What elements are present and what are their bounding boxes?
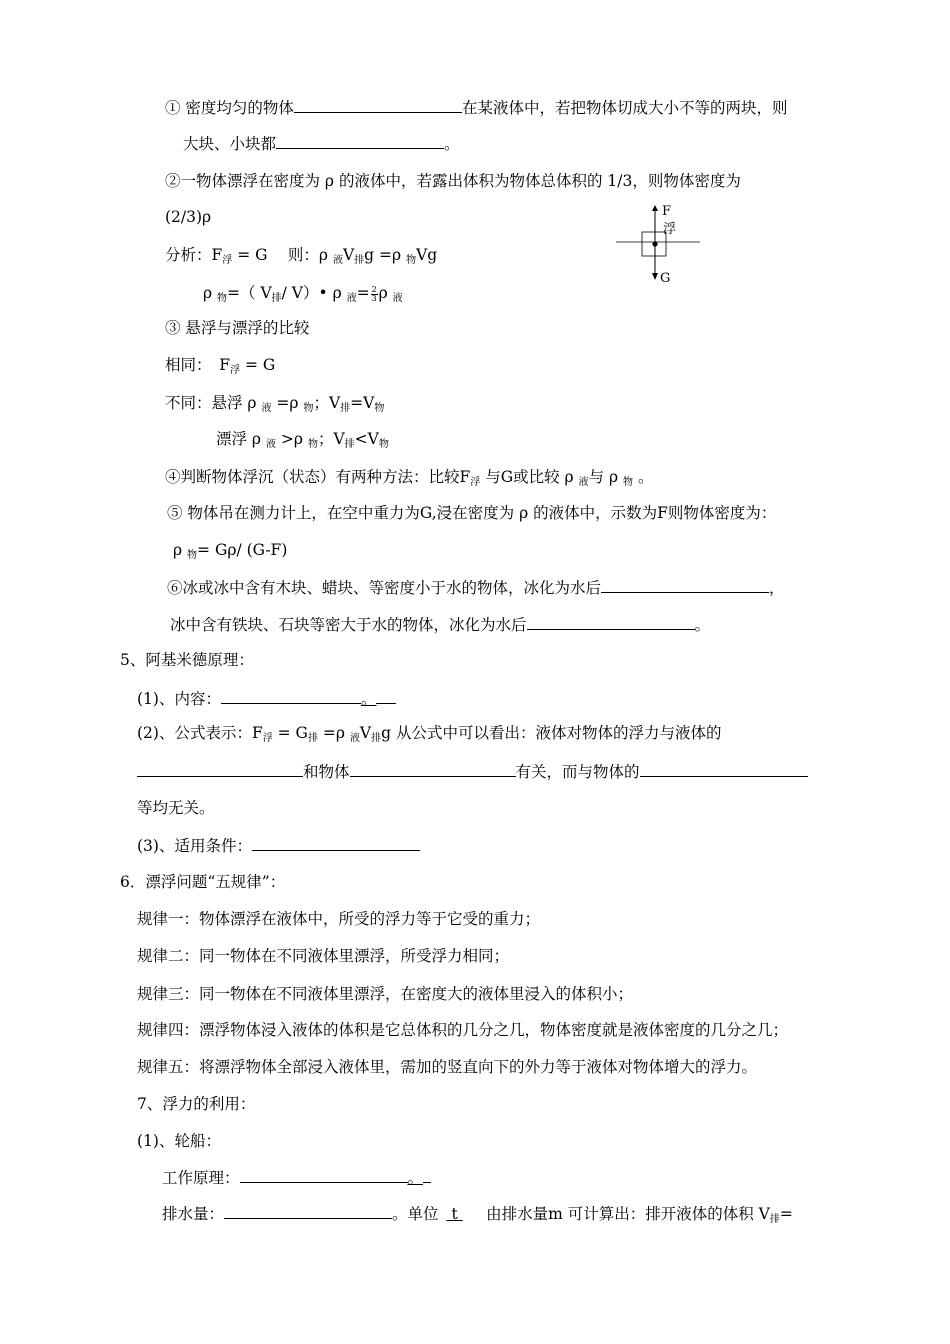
subscript: 排 — [769, 1214, 780, 1225]
subscript: 液 — [261, 403, 272, 414]
subscript: 排 — [307, 733, 318, 744]
text: (3)、适用条件： — [137, 837, 252, 855]
text: 排水量： — [162, 1205, 225, 1223]
answer-blank[interactable] — [350, 761, 516, 777]
text: = Gρ/ (G-F) — [197, 541, 288, 559]
rule-3: 规律三：同一物体在不同液体里漂浮，在密度大的液体里浸入的体积小； — [137, 985, 634, 1003]
text: ρ — [203, 284, 218, 302]
rule-4: 规律四：漂浮物体浸入液体的体积是它总体积的几分之几，物体密度就是液体密度的几分之几； — [137, 1021, 789, 1039]
answer-blank[interactable] — [224, 1203, 392, 1219]
item1-text-cont: 在某液体中，若把物体切成大小不等的两块，则 — [461, 99, 788, 117]
text: ρ — [173, 541, 188, 559]
subscript: 物 — [406, 255, 417, 266]
text: 冰中含有铁块、石块等密大于水的物体，冰化为水后 — [170, 616, 527, 634]
text: =（ V — [227, 284, 272, 302]
section7-heading: 7、浮力的利用： — [137, 1095, 256, 1113]
item4-line — [165, 467, 653, 490]
ship-heading: (1)、轮船： — [137, 1132, 221, 1150]
text: V — [359, 724, 372, 742]
subscript: 排 — [344, 439, 355, 450]
text: ⑥冰或冰中含有木块、蜡块、等密度小于水的物体，冰化为水后 — [167, 579, 602, 597]
text: 。 — [694, 616, 711, 634]
text: = G — [272, 724, 308, 742]
item1-punct: 。 — [444, 135, 460, 153]
item6-line1 — [167, 577, 785, 598]
item5-formula — [173, 540, 287, 563]
text: 。 — [407, 1169, 424, 1187]
f-label: F — [662, 204, 672, 219]
text: = — [779, 1205, 793, 1223]
item6-line2 — [170, 614, 710, 635]
subscript: 物 — [374, 403, 385, 414]
gravity-arrowhead — [652, 273, 658, 280]
answer-blank[interactable] — [221, 688, 361, 704]
text: 与G或比较 ρ — [480, 468, 579, 486]
subscript: 物 — [187, 550, 198, 561]
item3-title: ③ 悬浮与漂浮的比较 — [165, 319, 310, 337]
subscript: 排 — [371, 733, 382, 744]
subscript: 浮 — [262, 733, 273, 744]
answer-blank[interactable] — [601, 577, 769, 593]
subscript: 液 — [578, 477, 589, 488]
text: =ρ — [317, 724, 350, 742]
text: =V — [350, 394, 375, 412]
subscript: 浮 — [470, 477, 481, 488]
subscript: 浮 — [230, 365, 241, 376]
rule-1: 规律一：物体漂浮在液体中，所受的浮力等于它受的重力； — [137, 910, 541, 928]
text: g =ρ — [364, 246, 407, 264]
text: 分析：F — [165, 246, 223, 264]
text: 。 — [633, 468, 654, 486]
rule-2: 规律二：同一物体在不同液体里漂浮，所受浮力相同； — [137, 947, 510, 965]
text: ；V — [317, 430, 345, 448]
rule-5: 规律五：将漂浮物体全部浸入液体里，需加的竖直向下的外力等于液体对物体增大的浮力。 — [137, 1058, 758, 1076]
text: ， — [769, 579, 785, 597]
subscript: 物 — [378, 439, 389, 450]
diff-suspend-line — [165, 393, 384, 416]
text: ④判断物体浮沉（状态）有两种方法：比较F — [165, 468, 471, 486]
text: = G — [240, 356, 276, 374]
formula-cont-line — [137, 761, 808, 782]
subscript: 液 — [349, 733, 360, 744]
text: Vg — [416, 246, 438, 264]
subscript: 排 — [340, 403, 351, 414]
text: 。单位 — [392, 1205, 439, 1223]
analysis-line — [165, 245, 437, 268]
buoyant-arrowhead — [652, 205, 658, 211]
formula-end-line: 等均无关。 — [137, 799, 215, 817]
item2-answer: (2/3)ρ — [165, 208, 212, 226]
item1-line2 — [183, 133, 460, 154]
answer-blank[interactable] — [276, 133, 444, 149]
f-sub-label: 浮 — [663, 222, 677, 237]
subscript: 物 — [623, 477, 634, 488]
text: 有关，而与物体的 — [515, 763, 640, 781]
subscript: 液 — [265, 439, 276, 450]
text: V — [342, 246, 355, 264]
subscript: 液 — [346, 293, 357, 304]
condition-line — [137, 835, 420, 856]
answer-blank[interactable] — [640, 761, 808, 777]
section5-heading: 5、阿基米德原理： — [120, 651, 254, 669]
text: 。 — [360, 690, 377, 708]
item1-line — [165, 97, 787, 118]
text: 相同： F — [165, 356, 231, 374]
text: ；V — [313, 394, 341, 412]
text: = — [356, 284, 370, 302]
center-point — [652, 241, 657, 246]
force-diagram — [612, 200, 707, 300]
unit-text: t — [446, 1205, 463, 1223]
diff-float-line — [216, 429, 389, 452]
item5-line: ⑤ 物体吊在测力计上，在空中重力为G,浸在密度为 ρ 的液体中，示数为F则物体密度为： — [167, 504, 777, 522]
text: (2)、公式表示：F — [137, 724, 263, 742]
same-line — [165, 355, 275, 378]
text: 工作原理： — [162, 1169, 240, 1187]
density-formula-line — [203, 283, 403, 306]
item1-text: ① 密度均匀的物体 — [165, 99, 294, 117]
subscript: 排 — [271, 293, 282, 304]
subscript: 物 — [307, 439, 318, 450]
answer-blank[interactable] — [294, 97, 462, 113]
text: 不同：悬浮 ρ — [165, 394, 262, 412]
text: / V）• ρ — [281, 284, 347, 302]
answer-blank-tail — [423, 1167, 431, 1183]
text: g 从公式中可以看出：液体对物体的浮力与液体的 — [381, 724, 722, 742]
subscript: 物 — [303, 403, 314, 414]
text: (1)、内容： — [137, 690, 221, 708]
answer-blank[interactable] — [527, 614, 695, 630]
text: 由排水量m 可计算出：排开液体的体积 V — [470, 1205, 770, 1223]
item2-line: ②一物体漂浮在密度为 ρ 的液体中，若露出体积为物体总体积的 1/3，则物体密度为 — [165, 172, 741, 190]
work-principle-line — [162, 1167, 431, 1188]
text: <V — [354, 430, 379, 448]
item1-text: 大块、小块都 — [183, 135, 277, 153]
subscript: 物 — [217, 293, 228, 304]
subscript: 液 — [392, 293, 403, 304]
fraction — [371, 286, 378, 303]
section6-heading: 6．漂浮问题“五规律”： — [120, 873, 286, 891]
text: =ρ — [271, 394, 304, 412]
numerator: 2 — [371, 284, 377, 294]
text: = G 则：ρ — [232, 246, 333, 264]
content-line — [137, 688, 396, 709]
answer-blank[interactable] — [137, 761, 303, 777]
g-label: G — [660, 271, 671, 286]
answer-blank[interactable] — [252, 835, 420, 851]
text: 和物体 — [303, 763, 350, 781]
denominator: 3 — [371, 293, 377, 303]
subscript: 浮 — [222, 255, 233, 266]
subscript: 液 — [332, 255, 343, 266]
displacement-line — [162, 1203, 793, 1227]
text: 漂浮 ρ — [216, 430, 266, 448]
text: 与 ρ — [588, 468, 624, 486]
answer-blank-tail — [376, 688, 396, 704]
answer-blank[interactable] — [240, 1167, 408, 1183]
formula-line — [137, 723, 721, 746]
text: ρ — [378, 284, 393, 302]
subscript: 排 — [354, 255, 365, 266]
text: >ρ — [275, 430, 308, 448]
